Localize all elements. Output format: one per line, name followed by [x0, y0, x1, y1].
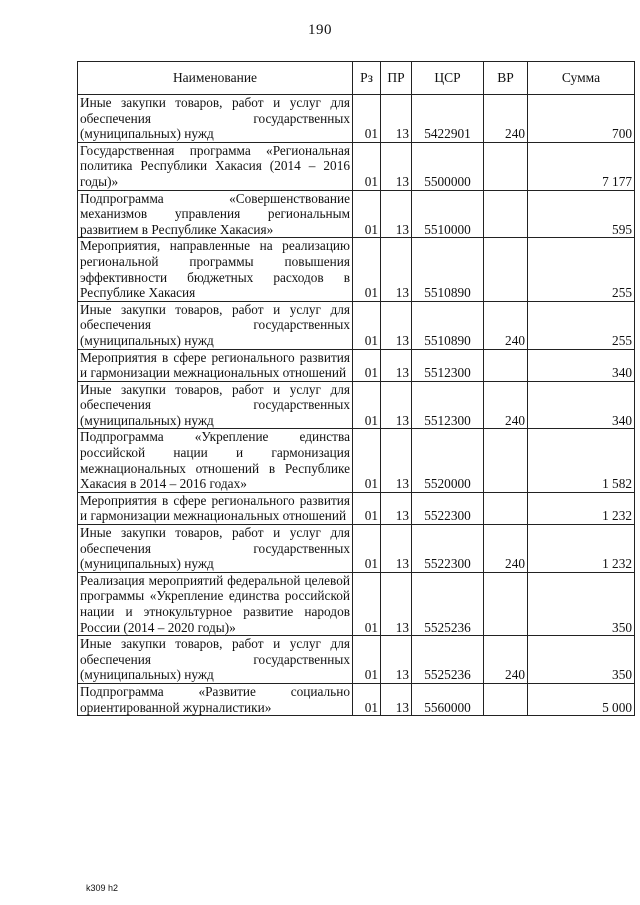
row-csr: 5560000 [412, 683, 484, 715]
table-row [78, 142, 635, 190]
row-name: Иные закупки товаров, работ и услуг для обеспечения государственных (муниципальных) нужд [78, 381, 353, 429]
row-rz: 01 [353, 525, 381, 573]
header-vr: ВР [484, 62, 528, 95]
page-number: 190 [308, 22, 332, 38]
row-vr [484, 683, 528, 715]
row-vr [484, 142, 528, 190]
row-sum: 5 000 [528, 683, 635, 715]
row-csr: 5522300 [412, 525, 484, 573]
row-name: Подпрограмма «Укрепление единства российской нации и гармонизация межнациональных отношений в Республике Хакасия в 2014 – 2016 годах» [78, 429, 353, 492]
row-rz: 01 [353, 142, 381, 190]
table-row [78, 95, 635, 143]
row-sum: 7 177 [528, 142, 635, 190]
row-name: Реализация мероприятий федеральной целевой программы «Укрепление единства российской нации и этнокультурное развитие народов России (2014 – 2020 годы)» [78, 572, 353, 635]
row-sum: 595 [528, 190, 635, 238]
table-row [78, 238, 635, 301]
budget-table [77, 61, 635, 716]
row-vr [484, 238, 528, 301]
row-pr: 13 [381, 572, 412, 635]
row-csr: 5422901 [412, 95, 484, 143]
header-name: Наименование [78, 62, 353, 95]
row-sum: 1 232 [528, 525, 635, 573]
row-pr: 13 [381, 238, 412, 301]
row-pr: 13 [381, 190, 412, 238]
row-rz: 01 [353, 349, 381, 381]
row-csr: 5512300 [412, 381, 484, 429]
row-name: Иные закупки товаров, работ и услуг для обеспечения государственных (муниципальных) нужд [78, 301, 353, 349]
row-name: Подпрограмма «Совершенствование механизмов управления региональным развитием в Республике Хакасия» [78, 190, 353, 238]
row-name: Государственная программа «Региональная политика Республики Хакасия (2014 – 2016 годы)» [78, 142, 353, 190]
row-sum: 1 232 [528, 492, 635, 524]
row-vr [484, 572, 528, 635]
row-csr: 5512300 [412, 349, 484, 381]
row-name: Иные закупки товаров, работ и услуг для обеспечения государственных (муниципальных) нужд [78, 636, 353, 684]
row-sum: 255 [528, 238, 635, 301]
row-rz: 01 [353, 381, 381, 429]
row-sum: 350 [528, 636, 635, 684]
header-csr: ЦСР [412, 62, 484, 95]
row-pr: 13 [381, 429, 412, 492]
row-vr: 240 [484, 95, 528, 143]
table-row [78, 429, 635, 492]
row-vr [484, 190, 528, 238]
row-csr: 5510890 [412, 238, 484, 301]
row-vr: 240 [484, 301, 528, 349]
row-rz: 01 [353, 492, 381, 524]
row-csr: 5525236 [412, 636, 484, 684]
row-rz: 01 [353, 683, 381, 715]
table-row [78, 492, 635, 524]
row-vr: 240 [484, 636, 528, 684]
table-row [78, 349, 635, 381]
row-vr: 240 [484, 381, 528, 429]
row-vr [484, 429, 528, 492]
row-pr: 13 [381, 492, 412, 524]
row-rz: 01 [353, 95, 381, 143]
row-csr: 5510890 [412, 301, 484, 349]
row-name: Мероприятия, направленные на реализацию региональной программы повышения эффективности бюджетных расходов в Республике Хакасия [78, 238, 353, 301]
row-name: Мероприятия в сфере регионального развития и гармонизации межнациональных отношений [78, 349, 353, 381]
table-header-row [78, 62, 635, 95]
row-name: Иные закупки товаров, работ и услуг для обеспечения государственных (муниципальных) нужд [78, 525, 353, 573]
row-sum: 255 [528, 301, 635, 349]
row-sum: 350 [528, 572, 635, 635]
row-rz: 01 [353, 301, 381, 349]
row-rz: 01 [353, 190, 381, 238]
row-sum: 700 [528, 95, 635, 143]
row-csr: 5520000 [412, 429, 484, 492]
row-pr: 13 [381, 525, 412, 573]
row-name: Мероприятия в сфере регионального развития и гармонизации межнациональных отношений [78, 492, 353, 524]
table-row [78, 381, 635, 429]
row-pr: 13 [381, 381, 412, 429]
header-pr: ПР [381, 62, 412, 95]
header-rz: Рз [353, 62, 381, 95]
row-pr: 13 [381, 301, 412, 349]
row-csr: 5522300 [412, 492, 484, 524]
row-rz: 01 [353, 572, 381, 635]
row-pr: 13 [381, 683, 412, 715]
row-pr: 13 [381, 142, 412, 190]
row-sum: 340 [528, 381, 635, 429]
row-rz: 01 [353, 636, 381, 684]
row-name: Подпрограмма «Развитие социально ориентированной журналистики» [78, 683, 353, 715]
table-row [78, 572, 635, 635]
row-csr: 5525236 [412, 572, 484, 635]
table-row [78, 190, 635, 238]
table-row [78, 301, 635, 349]
row-csr: 5500000 [412, 142, 484, 190]
row-name: Иные закупки товаров, работ и услуг для обеспечения государственных (муниципальных) нужд [78, 95, 353, 143]
row-csr: 5510000 [412, 190, 484, 238]
row-vr: 240 [484, 525, 528, 573]
row-vr [484, 349, 528, 381]
table-row [78, 683, 635, 715]
row-rz: 01 [353, 429, 381, 492]
row-pr: 13 [381, 636, 412, 684]
footer-code: k309 h2 [86, 883, 119, 893]
row-rz: 01 [353, 238, 381, 301]
header-sum: Сумма [528, 62, 635, 95]
row-pr: 13 [381, 95, 412, 143]
row-sum: 1 582 [528, 429, 635, 492]
row-vr [484, 492, 528, 524]
row-sum: 340 [528, 349, 635, 381]
row-pr: 13 [381, 349, 412, 381]
table-row [78, 636, 635, 684]
table-row [78, 525, 635, 573]
